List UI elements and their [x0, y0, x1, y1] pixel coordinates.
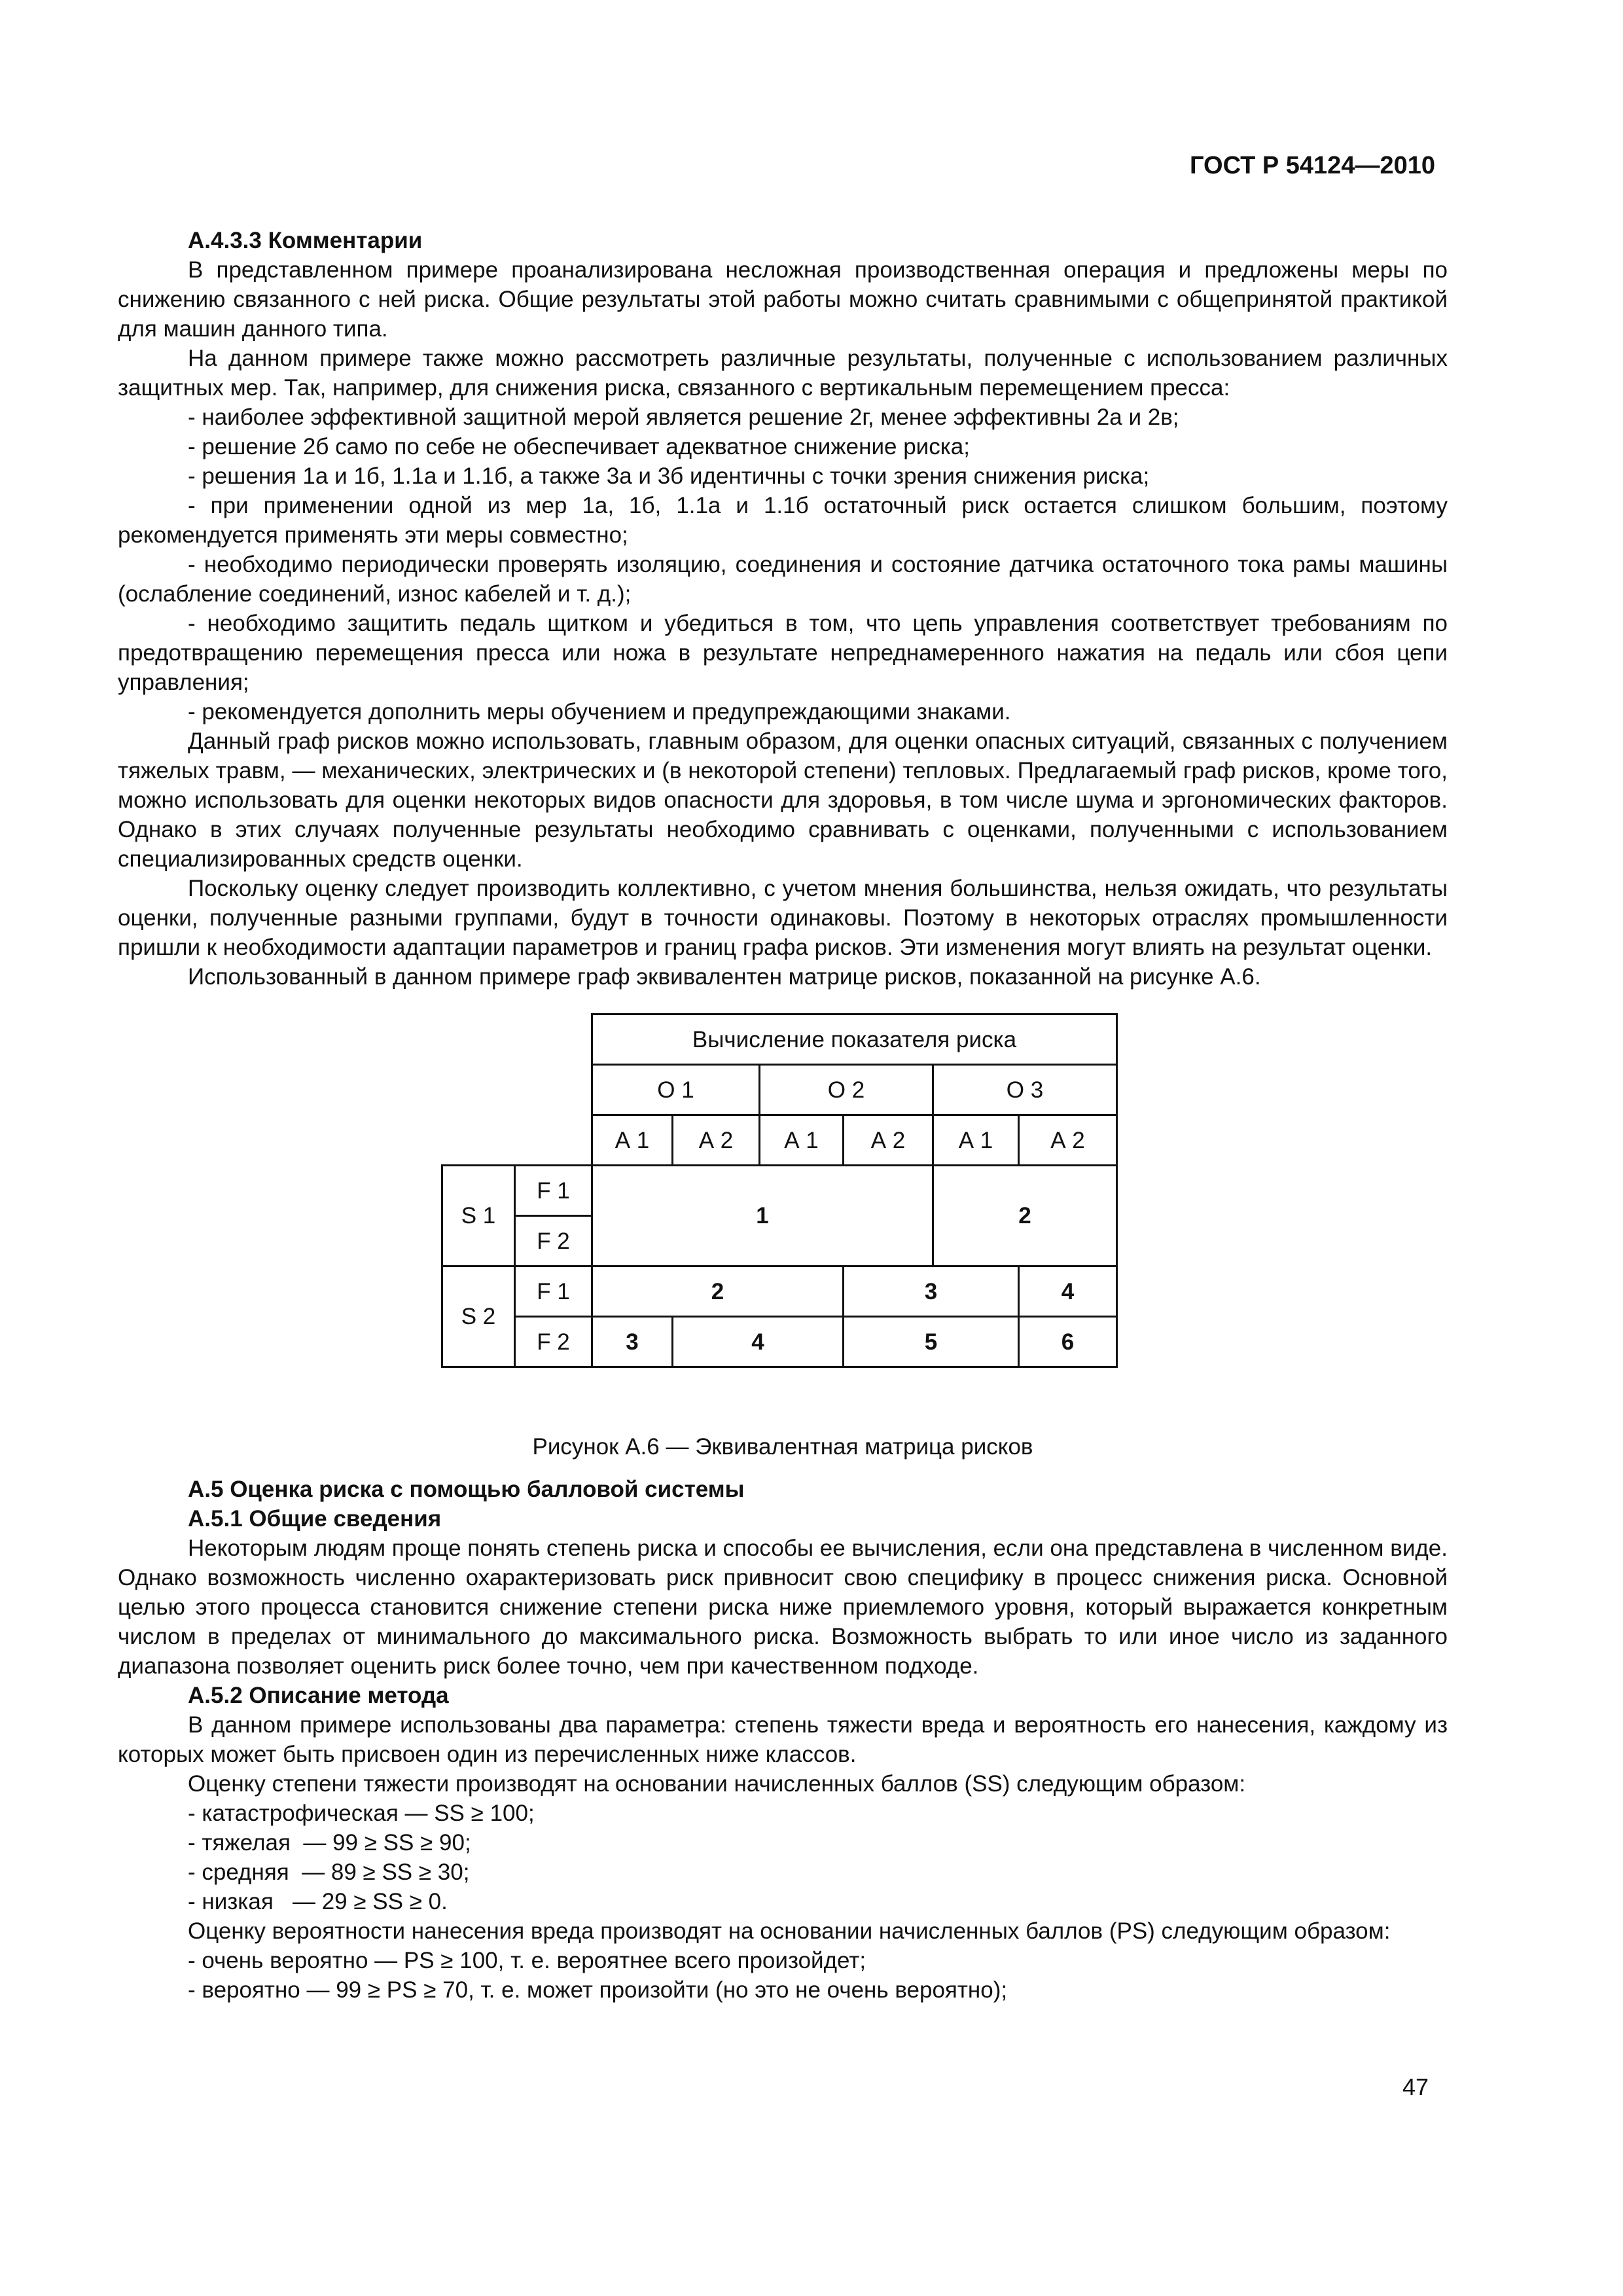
risk-matrix-table	[441, 1013, 1118, 1368]
matrix-a-label: А 2	[844, 1115, 933, 1166]
list-item: - необходимо периодически проверять изоляцию, соединения и состояние датчика остаточного тока рамы машины (ослабление соединений, износ кабелей и т. д.);	[118, 552, 1448, 607]
matrix-s-label: S 1	[442, 1166, 515, 1266]
section-heading-a52: А.5.2 Описание метода	[188, 1683, 449, 1708]
list-item: - очень вероятно — PS ≥ 100, т. е. вероятнее всего произойдет;	[188, 1948, 866, 1973]
paragraph: В представленном примере проанализирована несложная производственная операция и предложены меры по снижению связанного с ней риска. Общие результаты этой работы можно считать сравнимыми с общепринятой практикой для машин данного типа.	[118, 257, 1448, 342]
matrix-value-cell: 3	[592, 1317, 673, 1367]
paragraph: Оценку вероятности нанесения вреда производят на основании начисленных баллов (PS) следующим образом:	[188, 1918, 1391, 1944]
matrix-a-label: А 1	[592, 1115, 673, 1166]
matrix-a-label: А 1	[760, 1115, 844, 1166]
matrix-value-cell: 2	[592, 1266, 844, 1317]
paragraph: Оценку степени тяжести производят на основании начисленных баллов (SS) следующим образом:	[188, 1771, 1246, 1797]
matrix-s-label: S 2	[442, 1266, 515, 1367]
matrix-value-cell: 5	[844, 1317, 1019, 1367]
list-item: - рекомендуется дополнить меры обучением и предупреждающими знаками.	[188, 699, 1011, 725]
section-heading-a433: А.4.3.3 Комментарии	[188, 228, 423, 253]
matrix-a-label: А 1	[933, 1115, 1019, 1166]
figure-caption: Рисунок А.6 — Эквивалентная матрица рисков	[532, 1434, 1033, 1460]
list-item: - наиболее эффективной защитной мерой является решение 2г, менее эффективны 2а и 2в;	[188, 404, 1179, 430]
matrix-a-label: А 2	[673, 1115, 760, 1166]
matrix-title: Вычисление показателя риска	[592, 1014, 1117, 1065]
section-heading-a5: А.5 Оценка риска с помощью балловой системы	[188, 1477, 745, 1502]
matrix-value-cell: 2	[933, 1166, 1117, 1266]
paragraph: Некоторым людям проще понять степень риска и способы ее вычисления, если она представлена в численном виде. Однако возможность численно охарактеризовать риск привносит свою специфику в процесс снижения риска. Основной целью этого процесса становится снижение степени риска ниже приемлемого уровня, который выражается конкретным числом в пределах от минимального до максимального риска. Возможность выбрать то или иное число из заданного диапазона позволяет оценить риск более точно, чем при качественном подходе.	[118, 1535, 1448, 1679]
list-item: - катастрофическая — SS ≥ 100;	[188, 1801, 535, 1826]
matrix-value-cell: 1	[592, 1166, 933, 1266]
matrix-f-label: F 1	[515, 1166, 592, 1216]
matrix-value-cell: 6	[1019, 1317, 1117, 1367]
list-item: - вероятно — 99 ≥ PS ≥ 70, т. е. может произойти (но это не очень вероятно);	[188, 1977, 1008, 2003]
list-item: - необходимо защитить педаль щитком и убедиться в том, что цепь управления соответствует требованиям по предотвращению перемещения пресса или ножа в результате непреднамеренного нажатия на педаль или сбоя цепи управления;	[118, 611, 1448, 695]
list-item: - при применении одной из мер 1а, 1б, 1.1а и 1.1б остаточный риск остается слишком большим, поэтому рекомендуется применять эти меры совместно;	[118, 493, 1448, 548]
matrix-value-cell: 4	[673, 1317, 844, 1367]
list-item: - тяжелая — 99 ≥ SS ≥ 90;	[188, 1830, 471, 1856]
paragraph: На данном примере также можно рассмотреть различные результаты, полученные с использованием различных защитных мер. Так, например, для снижения риска, связанного с вертикальным перемещением пресса:	[118, 346, 1448, 401]
page-content	[118, 226, 1448, 2005]
paragraph: В данном примере использованы два параметра: степень тяжести вреда и вероятность его нанесения, каждому из которых может быть присвоен один из перечисленных ниже классов.	[118, 1712, 1448, 1767]
list-item: - решение 2б само по себе не обеспечивает адекватное снижение риска;	[188, 434, 970, 459]
list-item: - решения 1а и 1б, 1.1а и 1.1б, а также 3а и 3б идентичны с точки зрения снижения риска;	[188, 463, 1150, 489]
matrix-o-label: О 3	[933, 1065, 1117, 1115]
matrix-value-cell: 3	[844, 1266, 1019, 1317]
risk-matrix-figure	[118, 1013, 1448, 1432]
matrix-f-label: F 2	[515, 1317, 592, 1367]
page-number: 47	[1402, 2073, 1429, 2100]
section-heading-a51: А.5.1 Общие сведения	[188, 1506, 442, 1532]
paragraph: Поскольку оценку следует производить коллективно, с учетом мнения большинства, нельзя ожидать, что результаты оценки, полученные разными группами, будут в точности одинаковы. Поэтому в некоторых отраслях промышленности пришли к необходимости адаптации параметров и границ графа рисков. Эти изменения могут влиять на результат оценки.	[118, 876, 1448, 960]
matrix-o-label: О 2	[760, 1065, 933, 1115]
matrix-f-label: F 2	[515, 1216, 592, 1266]
list-item: - средняя — 89 ≥ SS ≥ 30;	[188, 1859, 470, 1885]
matrix-f-label: F 1	[515, 1266, 592, 1317]
matrix-o-label: О 1	[592, 1065, 760, 1115]
paragraph: Использованный в данном примере граф эквивалентен матрице рисков, показанной на рисунке А.6.	[188, 964, 1261, 990]
list-item: - низкая — 29 ≥ SS ≥ 0.	[188, 1889, 448, 1914]
document-header: ГОСТ Р 54124—2010	[1190, 152, 1435, 179]
matrix-a-label: А 2	[1019, 1115, 1117, 1166]
paragraph: Данный граф рисков можно использовать, главным образом, для оценки опасных ситуаций, связанных с получением тяжелых травм, — механических, электрических и (в некоторой степени) тепловых. Предлагаемый граф рисков, кроме того, можно использовать для оценки некоторых видов опасности для здоровья, в том числе шума и эргономических факторов. Однако в этих случаях полученные результаты необходимо сравнивать с оценками, полученными с использованием специализированных средств оценки.	[118, 728, 1448, 872]
matrix-value-cell: 4	[1019, 1266, 1117, 1317]
